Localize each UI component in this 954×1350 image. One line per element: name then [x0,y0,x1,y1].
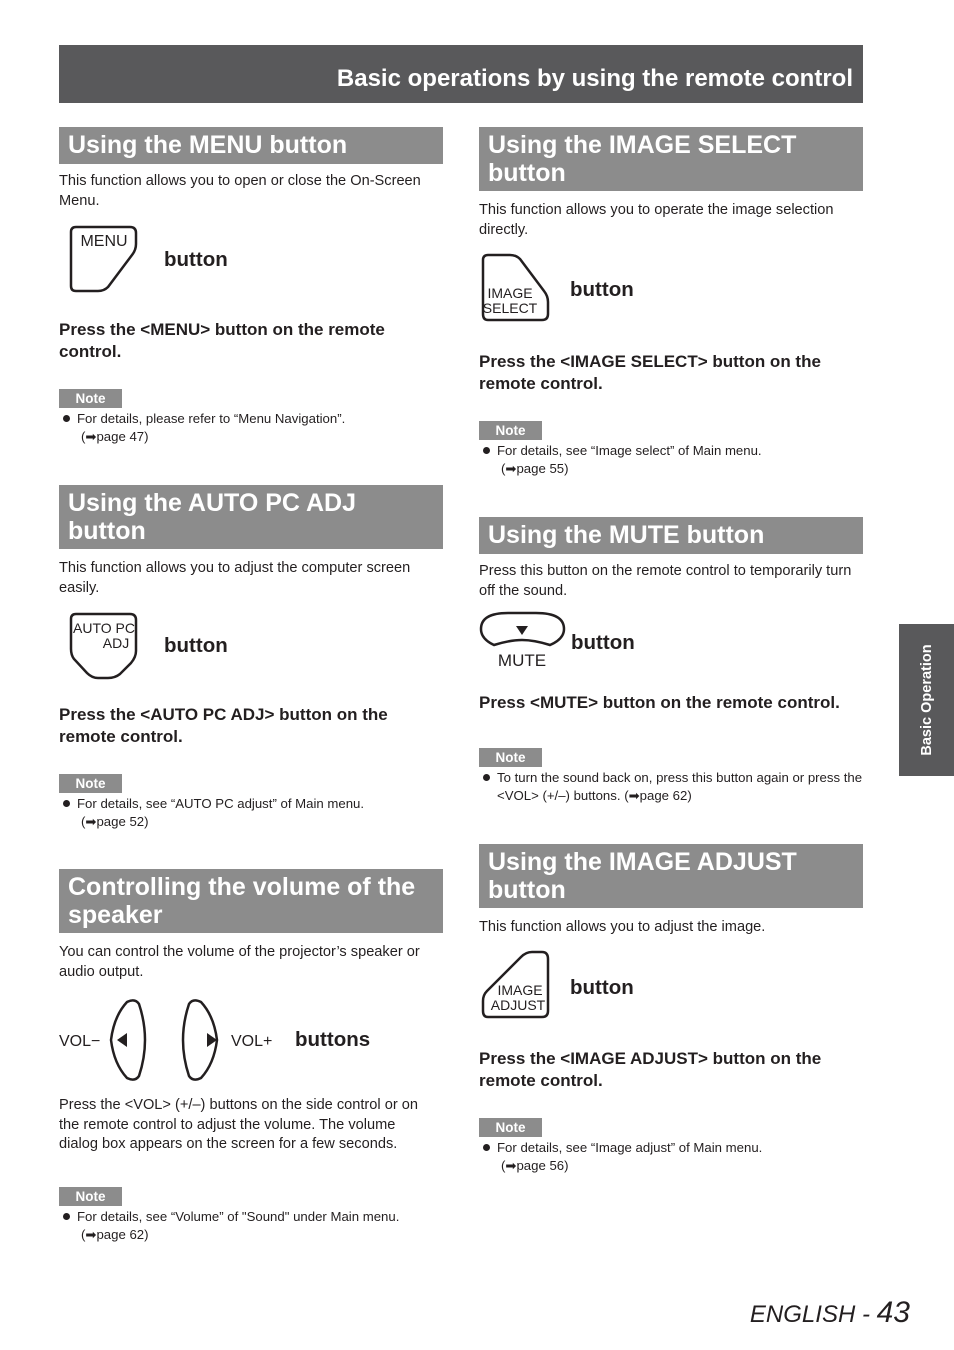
bullet-icon [63,415,70,422]
image-adjust-note: For details, see “Image adjust” of Main menu. (➡page 56) [483,1139,863,1175]
mute-description: Press this button on the remote control to temporarily turn off the sound. [479,563,852,599]
section-title-auto-pc-adj: Using the AUTO PC ADJ button [59,485,443,549]
volume-note: For details, see “Volume” of "Sound" under Main menu. (➡page 62) [63,1208,443,1244]
vol-buttons-icon [59,996,284,1091]
image-adjust-button-icon [480,949,552,1026]
auto-pc-adj-icon-label-2: ADJ [102,635,130,651]
section-title-volume: Controlling the volume of the speaker [59,869,443,933]
page-language: ENGLISH - [749,1301,877,1328]
image-adjust-instruction: Press the <IMAGE ADJUST> button on the remote control. [479,1049,822,1090]
menu-button-word: button [164,248,228,271]
section-title-mute: Using the MUTE button [479,517,863,554]
side-tab-label: Basic Operation [918,644,935,756]
side-tab [899,624,954,776]
bullet-icon [483,1144,490,1151]
arrow-right-icon: ➡ [85,1227,97,1242]
arrow-right-icon: ➡ [505,1158,517,1173]
auto-pc-adj-button-word: button [164,634,228,657]
page-header-title: Basic operations by using the remote control [336,65,853,92]
image-adjust-icon-label-2: ADJUST [490,997,546,1013]
arrow-right-icon: ➡ [85,814,97,829]
image-select-button-word: button [570,278,634,301]
image-select-icon-label-1: IMAGE [487,285,533,301]
auto-pc-adj-note-badge: Note [59,774,122,793]
menu-description: This function allows you to open or close the On-Screen Menu. [59,173,421,209]
image-select-note-badge: Note [479,421,542,440]
auto-pc-adj-note-ref: page 52 [96,814,145,829]
mute-note: To turn the sound back on, press this button again or press the <VOL> (+/–) buttons. (➡page 62) [483,769,863,805]
image-select-note: For details, see “Image select” of Main menu. (➡page 55) [483,442,863,478]
section-title-image-select: Using the IMAGE SELECT button [479,127,863,191]
arrow-right-icon: ➡ [628,788,640,803]
volume-note-ref: page 62 [96,1227,145,1242]
volume-description: You can control the volume of the projector’s speaker or audio output. [59,944,420,980]
menu-note-badge: Note [59,389,122,408]
section-title-menu: Using the MENU button [59,127,443,164]
image-select-instruction: Press the <IMAGE SELECT> button on the remote control. [479,352,821,393]
auto-pc-adj-note-text: For details, see “AUTO PC adjust” of Main menu. [77,796,365,811]
mute-button-icon [478,609,568,676]
mute-icon-label: MUTE [497,651,547,670]
image-adjust-note-text: For details, see “Image adjust” of Main menu. [497,1140,763,1155]
menu-note-ref: page 47 [96,429,145,444]
bullet-icon [483,447,490,454]
menu-note: For details, please refer to “Menu Navigation”. (➡page 47) [63,410,443,446]
arrow-right-icon: ➡ [505,461,517,476]
vol-minus-label: VOL− [59,1033,101,1050]
menu-note-text: For details, please refer to “Menu Navigation”. [77,411,346,426]
left-arrow-icon [117,1033,127,1047]
page-header-banner [59,45,863,103]
image-select-description: This function allows you to operate the image selection directly. [479,202,834,238]
image-select-button-icon [480,252,552,329]
image-adjust-note-ref: page 56 [516,1158,565,1173]
bullet-icon [63,800,70,807]
volume-instruction: Press the <VOL> (+/–) buttons on the side control or on the remote control to adjust the volume. The volume dialog box appears on the screen for a few seconds. [59,1097,418,1152]
volume-note-text: For details, see “Volume” of "Sound" under Main menu. [77,1209,400,1224]
menu-button-icon [68,224,140,299]
auto-pc-adj-icon-label-1: AUTO PC [73,620,135,636]
image-adjust-description: This function allows you to adjust the image. [479,919,766,935]
bullet-icon [63,1213,70,1220]
page-number-value: 43 [876,1296,910,1329]
menu-icon-label: MENU [80,233,128,250]
image-select-icon-label-2: SELECT [482,300,538,316]
down-arrow-icon [516,626,528,635]
image-adjust-icon-label-1: IMAGE [497,982,543,998]
mute-instruction: Press <MUTE> button on the remote control. [479,693,840,712]
bullet-icon [483,774,490,781]
arrow-right-icon: ➡ [85,429,97,444]
section-title-image-adjust: Using the IMAGE ADJUST button [479,844,863,908]
volume-note-badge: Note [59,1187,122,1206]
page-number [750,1296,910,1330]
image-adjust-note-badge: Note [479,1118,542,1137]
menu-instruction: Press the <MENU> button on the remote control. [59,320,385,361]
volume-button-word: buttons [295,1028,371,1051]
image-adjust-button-word: button [570,976,634,999]
mute-button-word: button [571,631,635,654]
auto-pc-adj-button-icon [68,611,140,686]
vol-plus-label: VOL+ [231,1033,273,1050]
mute-note-text: To turn the sound back on, press this button again or press the <VOL> (+/–) buttons. [497,770,863,803]
auto-pc-adj-note: For details, see “AUTO PC adjust” of Main menu. (➡page 52) [63,795,443,831]
auto-pc-adj-description: This function allows you to adjust the computer screen easily. [59,560,411,596]
image-select-note-ref: page 55 [516,461,565,476]
image-select-note-text: For details, see “Image select” of Main menu. [497,443,762,458]
mute-note-ref: page 62 [639,788,688,803]
mute-note-badge: Note [479,748,542,767]
auto-pc-adj-instruction: Press the <AUTO PC ADJ> button on the remote control. [59,705,388,746]
